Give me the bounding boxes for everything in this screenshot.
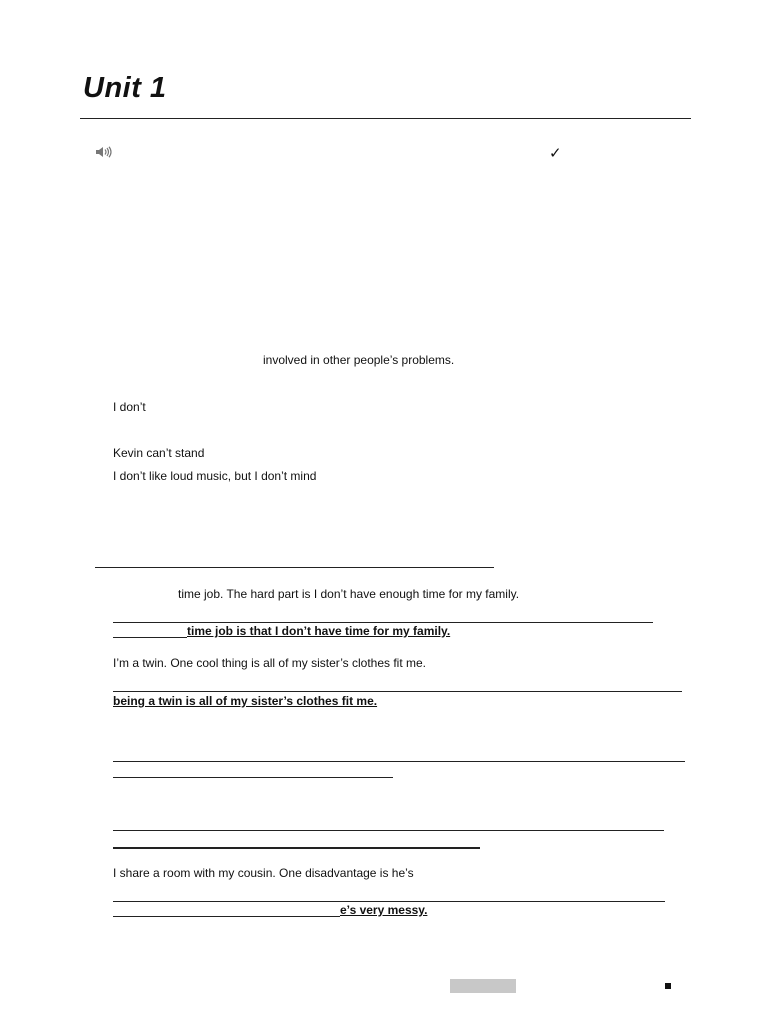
- answer-underline-1a: [113, 637, 187, 638]
- exercise-b-answer-5: e’s very messy.: [340, 903, 428, 917]
- footer-square-icon: [665, 983, 671, 989]
- exercise-b-question-5: I share a room with my cousin. One disadvantage is he’s: [113, 866, 414, 880]
- exercise-a-item-4: I don’t like loud music, but I don’t mind: [113, 469, 317, 483]
- exercise-b-question-1: time job. The hard part is I don’t have enough time for my family.: [178, 587, 520, 601]
- answer-line-3b: [113, 777, 393, 778]
- check-icon: ✓: [549, 145, 562, 162]
- exercise-b-answer-1: time job is that I don’t have time for my family.: [187, 624, 451, 638]
- title-rule: [80, 118, 691, 119]
- exercise-a-item-1: involved in other people’s problems.: [263, 353, 455, 367]
- speaker-icon[interactable]: [95, 146, 113, 158]
- unit-title: Unit 1: [83, 72, 167, 104]
- answer-line-4a: [113, 830, 664, 831]
- answer-line-3a: [113, 761, 685, 762]
- answer-line-2: [113, 691, 682, 692]
- footer-page-box: [450, 979, 516, 993]
- exercise-b-question-2: I’m a twin. One cool thing is all of my sister’s clothes fit me.: [113, 656, 427, 670]
- exercise-a-item-3: Kevin can’t stand: [113, 446, 205, 460]
- answer-line-4b: [113, 847, 480, 849]
- exercise-b-answer-2: being a twin is all of my sister’s clothes fit me.: [113, 694, 378, 708]
- exercise-a-item-2: I don’t: [113, 400, 146, 414]
- answer-underline-5a: [113, 916, 340, 917]
- section-rule: [95, 567, 494, 568]
